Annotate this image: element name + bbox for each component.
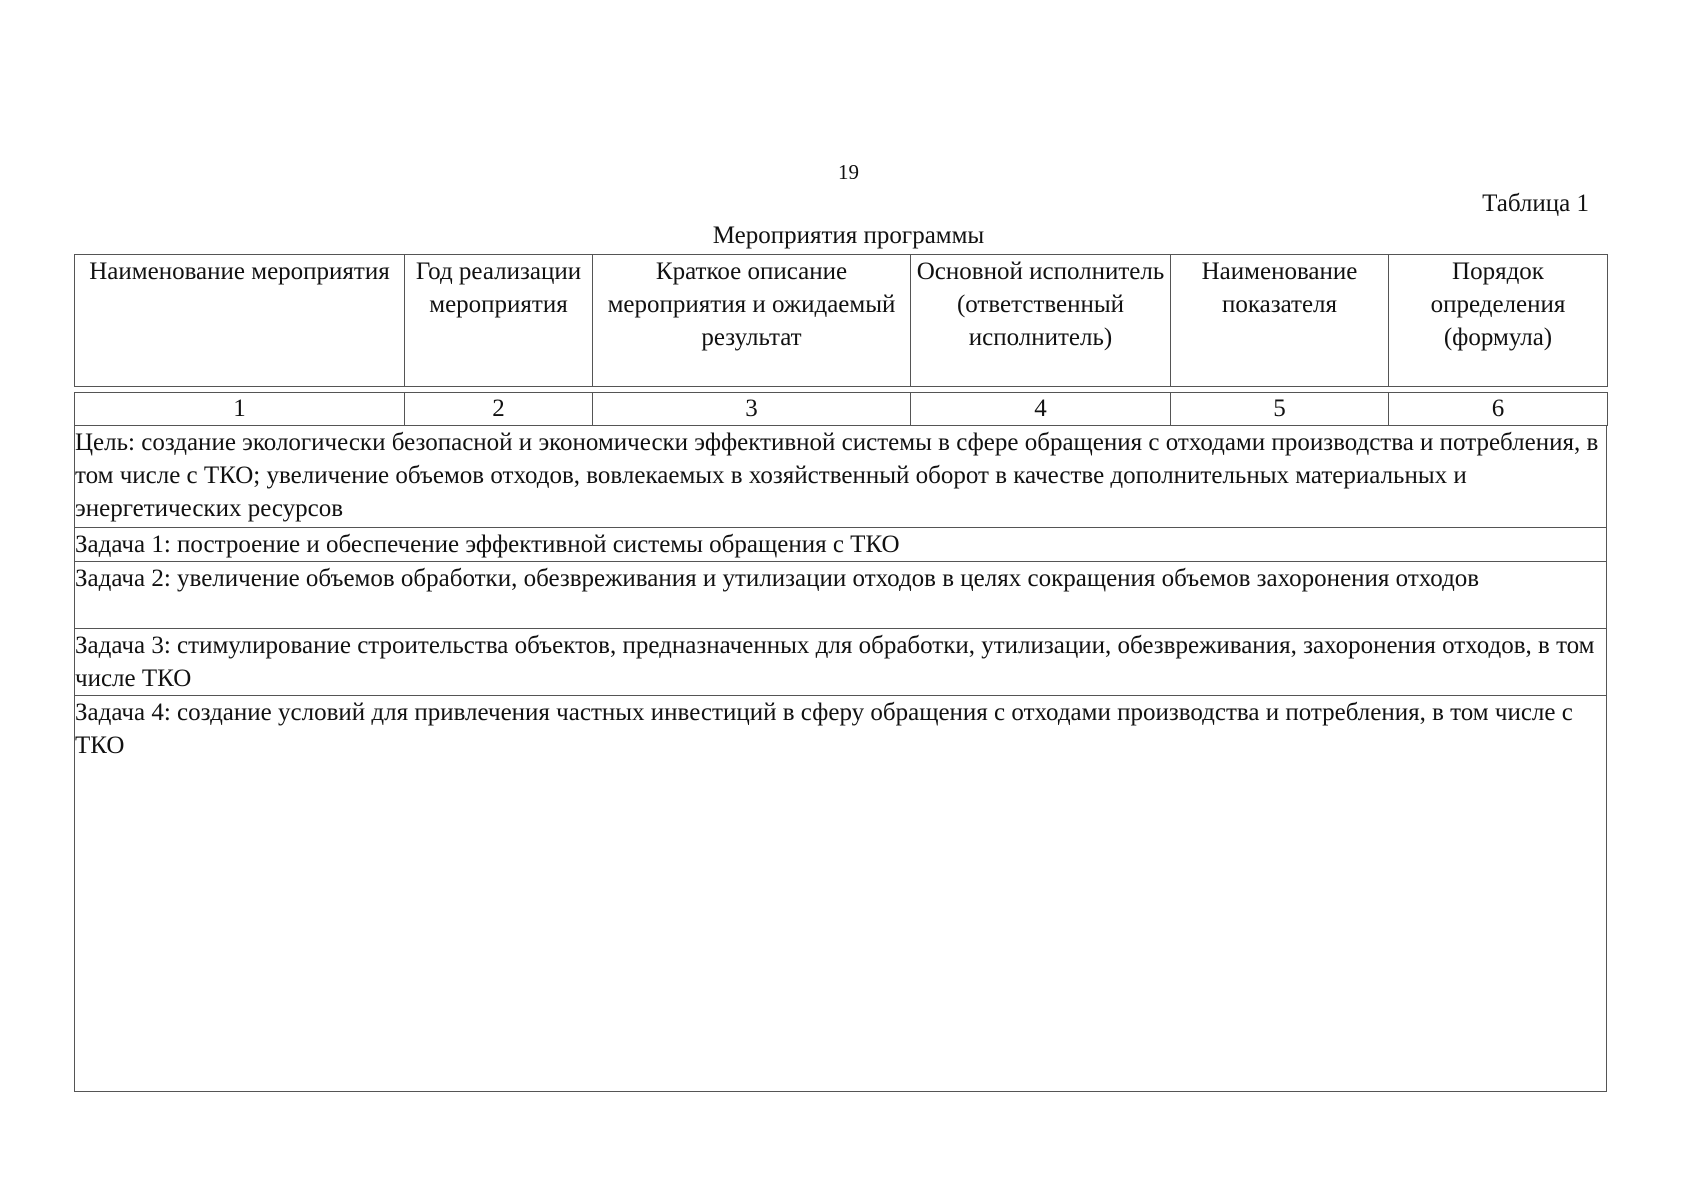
table-row xyxy=(75,562,1607,629)
task-cell: Задача 1: построение и обеспечение эффективной системы обращения с ТКО xyxy=(75,528,1607,562)
table-label: Таблица 1 xyxy=(1482,190,1589,217)
table-row xyxy=(75,426,1607,528)
goal-cell: Цель: создание экологически безопасной и экономически эффективной системы в сфере обращения с отходами производства и потребления, в том числе с ТКО; увеличение объемов отходов, вовлекаемых в хозяйственный оборот в качестве дополнительных материальных и энергетических ресурсов xyxy=(75,426,1607,528)
column-number-cell: 4 xyxy=(911,393,1171,426)
column-number-cell: 1 xyxy=(75,393,405,426)
table-row xyxy=(75,528,1607,562)
header-cell: Основной исполнитель (ответственный исполнитель) xyxy=(911,255,1171,387)
column-number-row xyxy=(75,393,1608,426)
header-cell: Краткое описание мероприятия и ожидаемый результат xyxy=(593,255,911,387)
table-title: Мероприятия программы xyxy=(712,222,985,249)
table-row xyxy=(75,696,1607,1092)
task-cell: Задача 3: стимулирование строительства объектов, предназначенных для обработки, утилизации, обезвреживания, захоронения отходов, в том числе ТКО xyxy=(75,629,1607,696)
column-number-cell: 5 xyxy=(1171,393,1389,426)
column-number-cell: 2 xyxy=(405,393,593,426)
column-number-cell: 3 xyxy=(593,393,911,426)
header-cell: Наименование мероприятия xyxy=(75,255,405,387)
page-number: 19 xyxy=(838,160,859,184)
header-cell: Год реализации мероприятия xyxy=(405,255,593,387)
task-cell: Задача 2: увеличение объемов обработки, обезвреживания и утилизации отходов в целях сокращения объемов захоронения отходов xyxy=(75,562,1607,629)
table-column-numbers xyxy=(74,392,1608,426)
column-number-cell: 6 xyxy=(1389,393,1608,426)
header-cell: Наименование показателя xyxy=(1171,255,1389,387)
table-header xyxy=(74,254,1608,387)
table-body xyxy=(74,425,1607,1092)
header-row xyxy=(75,255,1608,387)
task-cell: Задача 4: создание условий для привлечения частных инвестиций в сферу обращения с отходами производства и потребления, в том числе с ТКО xyxy=(75,696,1607,1092)
table-row xyxy=(75,629,1607,696)
header-cell: Порядок определения (формула) xyxy=(1389,255,1608,387)
